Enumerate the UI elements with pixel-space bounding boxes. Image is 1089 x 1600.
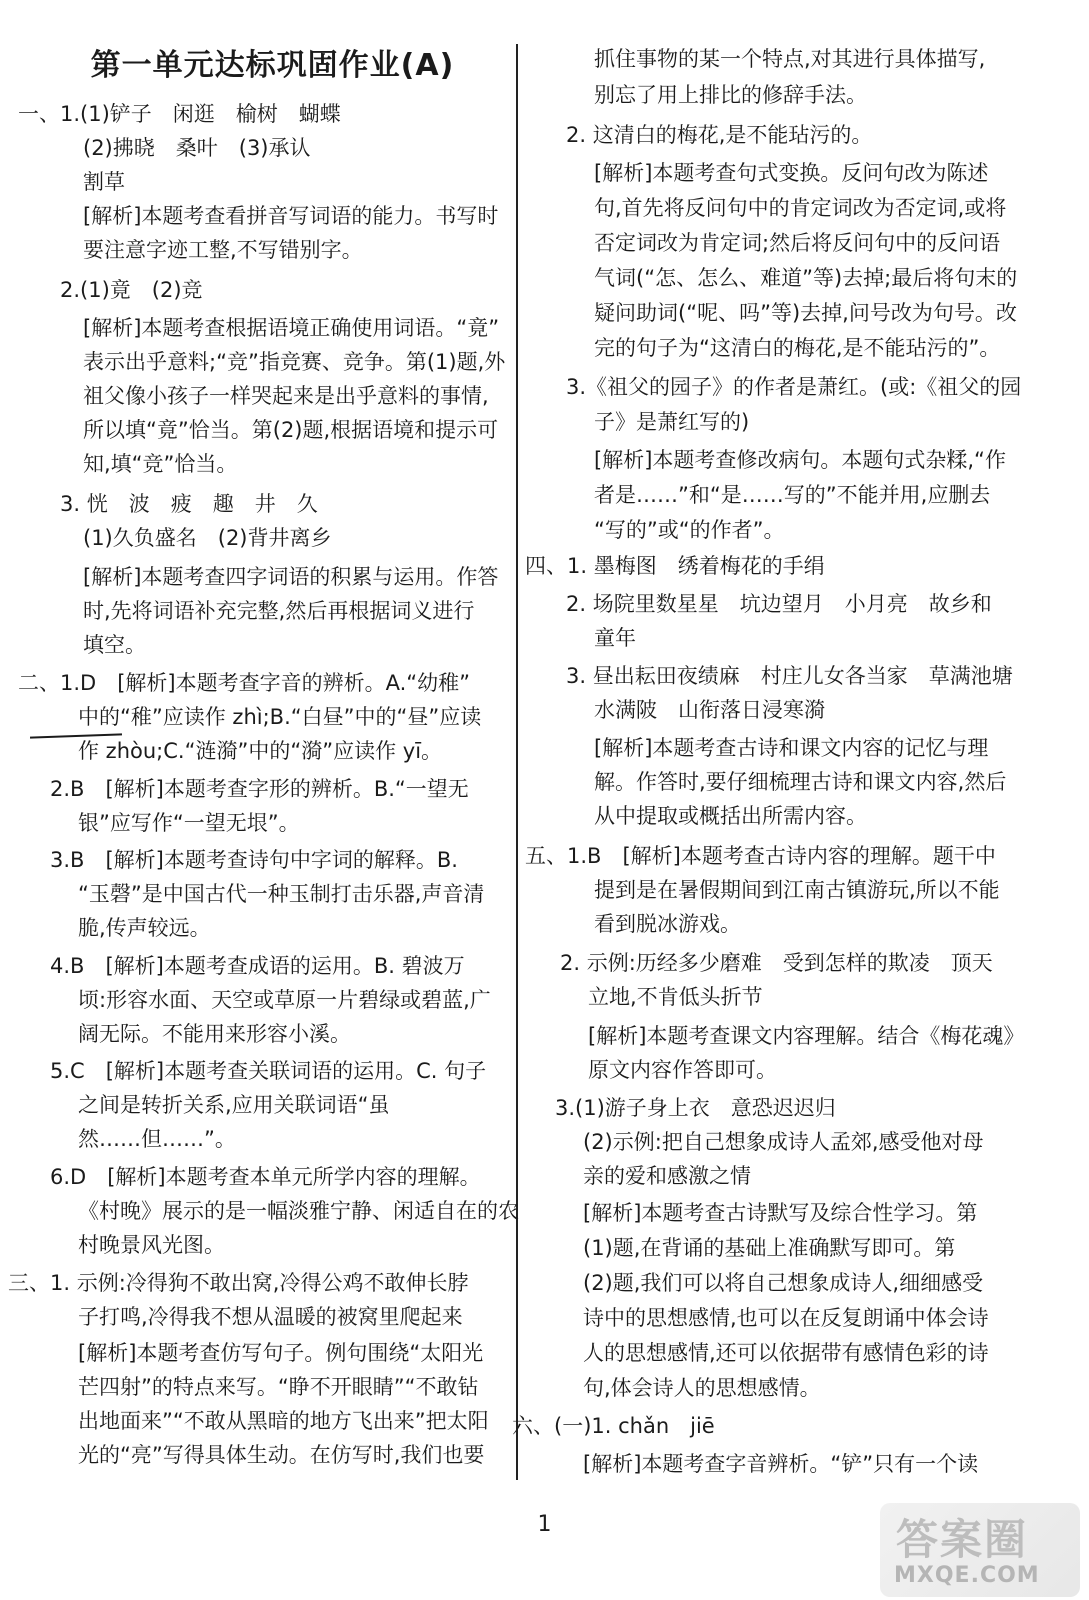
- text-line: 《村晚》展示的是一幅淡雅宁静、闲适自在的农: [78, 1199, 519, 1223]
- text-line: 中的“稚”应读作 zhì;B.“白昼”中的“昼”应读: [78, 705, 482, 729]
- text-line: 者是……”和“是……写的”不能并用,应删去: [594, 483, 991, 507]
- text-line: (2)示例:把自己想象成诗人孟郊,感受他对母: [583, 1130, 984, 1154]
- text-line: 四、1. 墨梅图 绣着梅花的手绢: [525, 554, 825, 578]
- text-line: 要注意字迹工整,不写错别字。: [83, 238, 363, 262]
- text-line: [解析]本题考查课文内容理解。结合《梅花魂》: [588, 1024, 1025, 1048]
- text-line: 阔无际。不能用来形容小溪。: [78, 1022, 351, 1046]
- text-line: 别忘了用上排比的修辞手法。: [594, 83, 867, 107]
- watermark-logo-text: 答案圈: [896, 1515, 1029, 1564]
- text-line: [解析]本题考查根据语境正确使用词语。“竟”: [83, 316, 500, 340]
- text-line: 4.B [解析]本题考查成语的运用。B. 碧波万: [50, 954, 465, 978]
- text-line: [解析]本题考查仿写句子。例句围绕“太阳光: [78, 1341, 484, 1365]
- column-divider: [516, 44, 518, 1480]
- text-line: 一、1.(1)铲子 闲逛 榆树 蝴蝶: [18, 102, 341, 126]
- text-line: 然……但……”。: [78, 1127, 236, 1151]
- text-line: 3. 恍 波 疲 趣 井 久: [60, 492, 318, 516]
- text-line: (1)题,在背诵的基础上准确默写即可。第: [583, 1236, 956, 1260]
- text-line: 子》是萧红写的): [594, 410, 750, 434]
- text-line: [解析]本题考查四字词语的积累与运用。作答: [83, 565, 499, 589]
- text-line: 作 zhòu;C.“涟漪”中的“漪”应读作 yī。: [78, 739, 443, 763]
- text-line: 所以填“竟”恰当。第(2)题,根据语境和提示可: [83, 418, 499, 442]
- text-line: 五、1.B [解析]本题考查古诗内容的理解。题干中: [525, 844, 996, 868]
- text-line: “玉磬”是中国古代一种玉制打击乐器,声音清: [78, 882, 485, 906]
- text-line: 从中提取或概括出所需内容。: [594, 804, 867, 828]
- text-line: 人的思想感情,还可以依据带有感情色彩的诗: [583, 1341, 989, 1365]
- text-line: 提到是在暑假期间到江南古镇游玩,所以不能: [594, 878, 1000, 902]
- text-line: 解。作答时,要仔细梳理古诗和课文内容,然后: [594, 770, 1007, 794]
- text-line: 时,先将词语补充完整,然后再根据词义进行: [83, 599, 475, 623]
- watermark-logo: [880, 1503, 1080, 1597]
- text-line: 填空。: [83, 633, 146, 657]
- text-line: 2. 场院里数星星 坑边望月 小月亮 故乡和: [566, 592, 992, 616]
- text-line: (2)拂晓 桑叶 (3)承认: [83, 136, 311, 160]
- text-line: 诗中的思想感情,也可以在反复朗诵中体会诗: [583, 1306, 989, 1330]
- text-line: 抓住事物的某一个特点,对其进行具体描写,: [594, 47, 986, 71]
- text-line: 顷:形容水面、天空或草原一片碧绿或碧蓝,广: [78, 988, 491, 1012]
- text-line: (1)久负盛名 (2)背井离乡: [83, 526, 332, 550]
- page-title: 第一单元达标巩固作业(A): [90, 48, 455, 83]
- text-line: 原文内容作答即可。: [588, 1058, 777, 1082]
- page-number: 1: [537, 1512, 552, 1537]
- text-line: 2.(1)竟 (2)竞: [60, 278, 203, 302]
- text-line: 句,体会诗人的思想感情。: [583, 1376, 821, 1400]
- text-line: 出地面来”“不敢从黑暗的地方飞出来”把太阳: [78, 1409, 489, 1433]
- text-line: [解析]本题考查古诗默写及综合性学习。第: [583, 1201, 978, 1225]
- text-line: 6.D [解析]本题考查本单元所学内容的理解。: [50, 1165, 481, 1189]
- text-line: 表示出乎意料;“竞”指竞赛、竞争。第(1)题,外: [83, 350, 506, 374]
- text-line: 2. 这清白的梅花,是不能玷污的。: [566, 123, 873, 147]
- text-line: 割草: [83, 170, 125, 194]
- text-line: 子打鸣,冷得我不想从温暖的被窝里爬起来: [78, 1305, 463, 1329]
- text-line: 气词(“怎、怎么、难道”等)去掉;最后将句末的: [594, 266, 1018, 290]
- text-line: 2.B [解析]本题考查字形的辨析。B.“一望无: [50, 777, 469, 801]
- text-line: 否定词改为肯定词;然后将反问句中的反问语: [594, 231, 1001, 255]
- text-line: [解析]本题考查修改病句。本题句式杂糅,“作: [594, 448, 1006, 472]
- text-line: 童年: [594, 626, 636, 650]
- text-line: 2. 示例:历经多少磨难 受到怎样的欺凌 顶天: [560, 951, 993, 975]
- text-line: [解析]本题考查字音辨析。“铲”只有一个读: [583, 1452, 979, 1476]
- text-line: [解析]本题考查看拼音写词语的能力。书写时: [83, 204, 499, 228]
- text-line: 脆,传声较远。: [78, 916, 211, 940]
- text-line: [解析]本题考查古诗和课文内容的记忆与理: [594, 736, 989, 760]
- text-line: 祖父像小孩子一样哭起来是出乎意料的事情,: [83, 384, 489, 408]
- text-line: 知,填“竞”恰当。: [83, 452, 238, 476]
- text-line: 芒四射”的特点来写。“睁不开眼睛”“不敢钻: [78, 1375, 479, 1399]
- text-line: 完的句子为“这清白的梅花,是不能玷污的”。: [594, 336, 1001, 360]
- text-line: 之间是转折关系,应用关联词语“虽: [78, 1093, 390, 1117]
- text-line: 句,首先将反问句中的肯定词改为否定词,或将: [594, 196, 1007, 220]
- text-line: 3. 昼出耘田夜绩麻 村庄儿女各当家 草满池塘: [566, 664, 1013, 688]
- text-line: 水满陂 山衔落日浸寒漪: [594, 698, 825, 722]
- text-line: 二、1.D [解析]本题考查字音的辨析。A.“幼稚”: [18, 671, 471, 695]
- text-line: 看到脱冰游戏。: [594, 912, 741, 936]
- text-line: 3.《祖父的园子》的作者是萧红。(或:《祖父的园: [566, 375, 1022, 399]
- text-line: (2)题,我们可以将自己想象成诗人,细细感受: [583, 1271, 984, 1295]
- text-line: 光的“亮”写得具体生动。在仿写时,我们也要: [78, 1443, 485, 1467]
- text-line: [解析]本题考查句式变换。反问句改为陈述: [594, 161, 989, 185]
- text-line: 5.C [解析]本题考查关联词语的运用。C. 句子: [50, 1059, 487, 1083]
- text-line: 三、1. 示例:冷得狗不敢出窝,冷得公鸡不敢伸长脖: [8, 1271, 469, 1295]
- text-line: 疑问助词(“呢、吗”等)去掉,问号改为句号。改: [594, 301, 1017, 325]
- text-line: 3.B [解析]本题考查诗句中字词的解释。B.: [50, 848, 458, 872]
- text-line: 3.(1)游子身上衣 意恐迟迟归: [555, 1096, 836, 1120]
- text-line: 六、(一)1. chǎn jiē: [512, 1414, 715, 1438]
- text-line: 立地,不肯低头折节: [588, 985, 763, 1009]
- text-line: 村晚景风光图。: [78, 1233, 225, 1257]
- text-line: 亲的爱和感激之情: [583, 1164, 751, 1188]
- text-line: “写的”或“的作者”。: [594, 518, 785, 542]
- text-line: 银”应写作“一望无垠”。: [78, 811, 300, 835]
- watermark-url: MXQE.COM: [894, 1563, 1040, 1588]
